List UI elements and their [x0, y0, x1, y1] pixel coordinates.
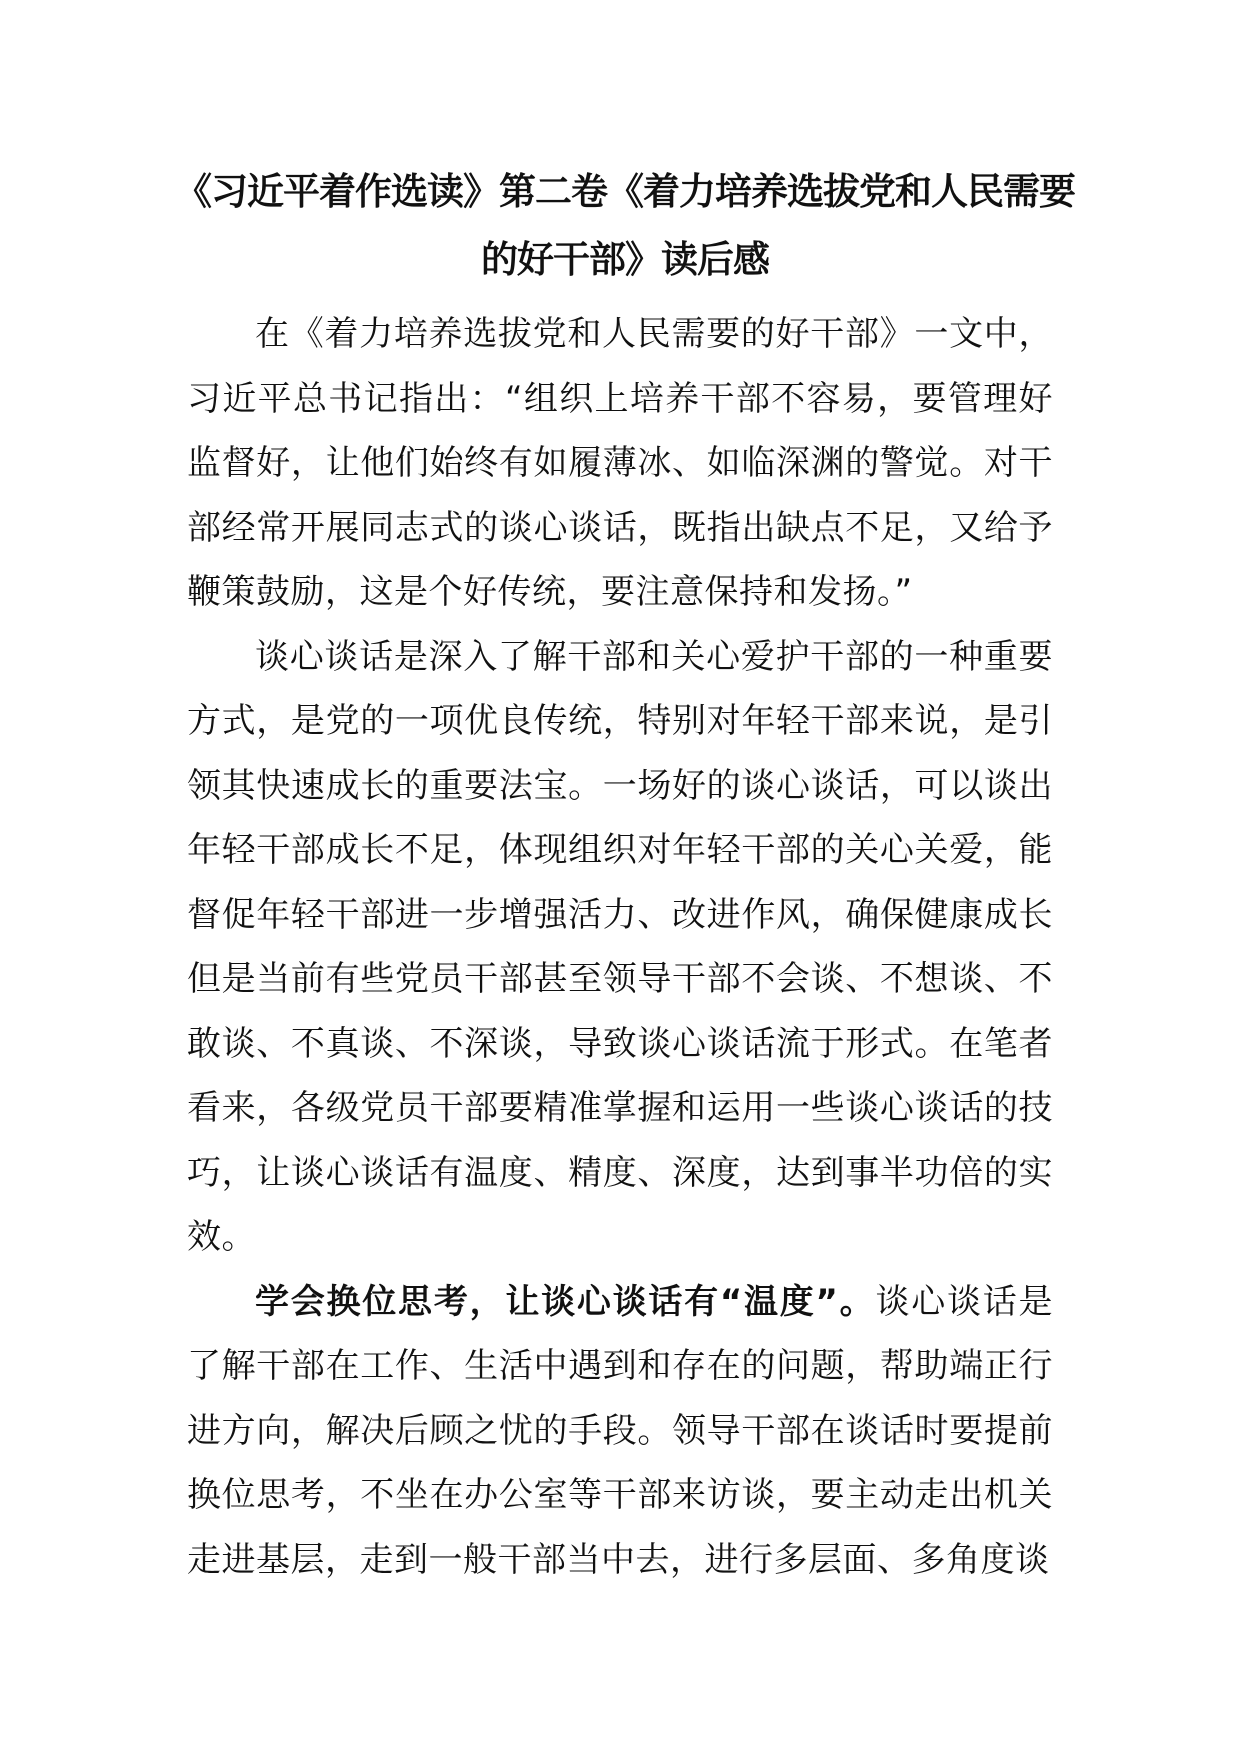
paragraph-1 — [187, 302, 1053, 625]
document-title-line-1: 《习近平着作选读》第二卷《着力培养选拔党和人民需要 — [175, 170, 1075, 213]
document-body — [187, 302, 1053, 1592]
paragraph-2-text: 谈心谈话是深入了解干部和关心爱护干部的一种重要方式，是党的一项优良传统，特别对年轻干部来说，是引领其快速成长的重要法宝。一场好的谈心谈话，可以谈出年轻干部成长不足，体现组织对年轻干部的关心关爱，能督促年轻干部进一步增强活力、改进作风，确保健康成长但是当前有些党员干部甚至领导干部不会谈、不想谈、不敢谈、不真谈、不深谈，导致谈心谈话流于形式。在笔者看来，各级党员干部要精准掌握和运用一些谈心谈话的技巧，让谈心谈话有温度、精度、深度，达到事半功倍的实效。 — [187, 636, 1053, 1257]
paragraph-3-text: 谈心谈话是了解干部在工作、生活中遇到和存在的问题，帮助端正行进方向，解决后顾之忧的手段。领导干部在谈话时要提前换位思考，不坐在办公室等干部来访谈，要主动走出机关走进基层，走到一般干部当中去，进行多层面、多角度谈 — [187, 1281, 1053, 1580]
paragraph-3-lead-heading: 学会换位思考，让谈心谈话有“温度”。 — [255, 1281, 876, 1322]
paragraph-1-text: 在《着力培养选拔党和人民需要的好干部》一文中，习近平总书记指出：“组织上培养干部不容易，要管理好监督好，让他们始终有如履薄冰、如临深渊的警觉。对干部经常开展同志式的谈心谈话，既指出缺点不足，又给予鞭策鼓励，这是个好传统，要注意保持和发扬。” — [187, 314, 1053, 612]
document-title-line-2: 的好干部》读后感 — [481, 238, 769, 281]
paragraph-2 — [187, 625, 1053, 1270]
paragraph-3 — [187, 1270, 1053, 1593]
